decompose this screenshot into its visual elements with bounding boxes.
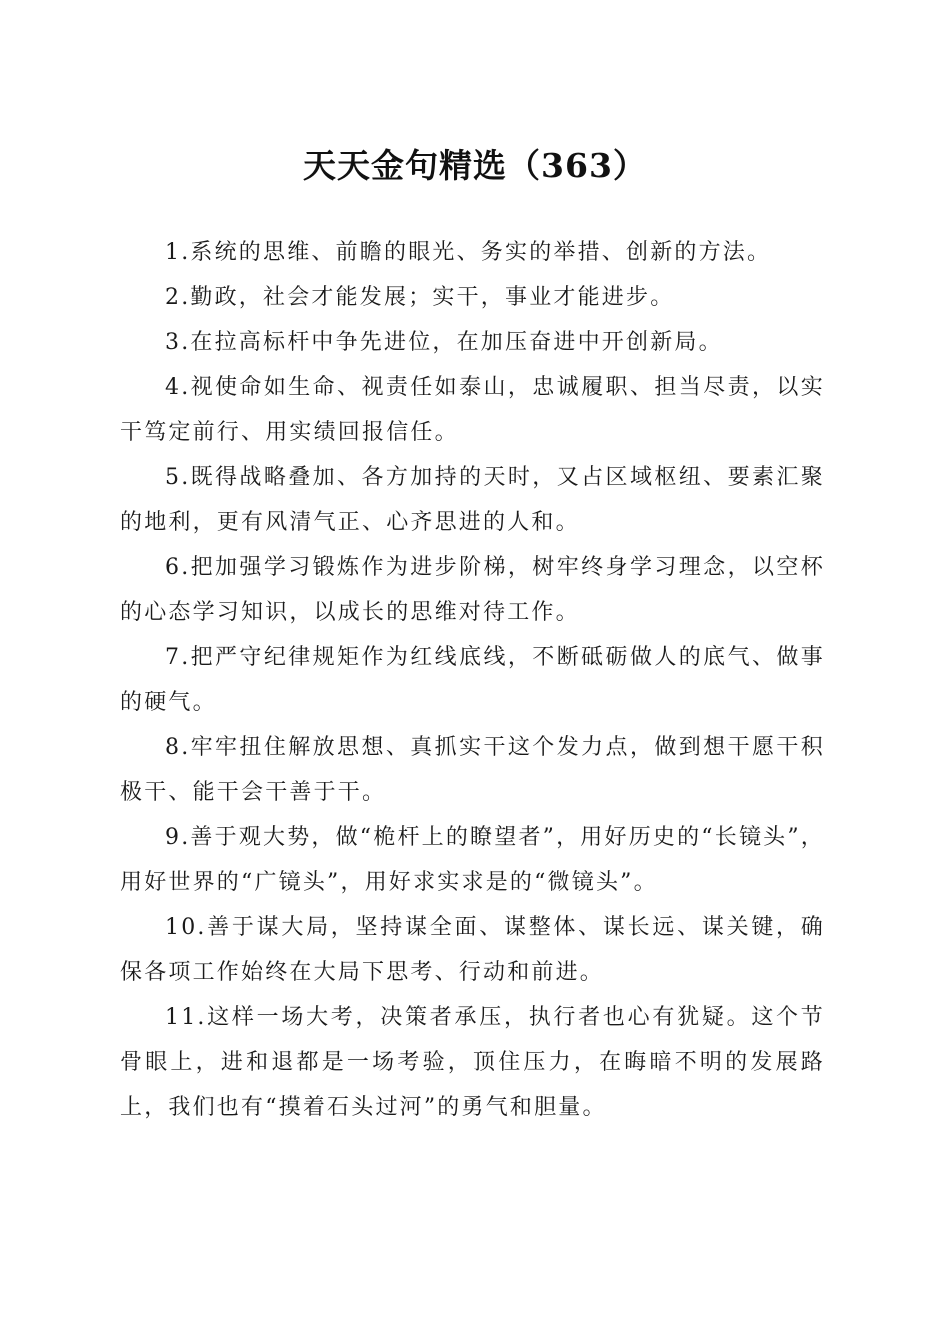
- quote-item-5: 5.既得战略叠加、各方加持的天时，又占区域枢纽、要素汇聚的地利，更有风清气正、心齐思进的人和。: [120, 465, 825, 535]
- quote-item-1: 1.系统的思维、前瞻的眼光、务实的举措、创新的方法。: [165, 240, 772, 265]
- document-body: [120, 230, 825, 1130]
- quote-item-6: 6.把加强学习锻炼作为进步阶梯，树牢终身学习理念，以空杯的心态学习知识，以成长的思维对待工作。: [120, 555, 825, 625]
- quote-item-7: 7.把严守纪律规矩作为红线底线，不断砥砺做人的底气、做事的硬气。: [120, 645, 825, 715]
- quote-item-11: 11.这样一场大考，决策者承压，执行者也心有犹疑。这个节骨眼上，进和退都是一场考验，顶住压力，在晦暗不明的发展路上，我们也有“摸着石头过河”的勇气和胆量。: [120, 1005, 825, 1120]
- quote-item-2: 2.勤政，社会才能发展；实干，事业才能进步。: [165, 285, 675, 310]
- quote-item-9: 9.善于观大势，做“桅杆上的瞭望者”，用好历史的“长镜头”，用好世界的“广镜头”，用好求实求是的“微镜头”。: [120, 825, 825, 895]
- document-title: 天天金句精选（363）: [303, 146, 647, 185]
- quote-item-4: 4.视使命如生命、视责任如泰山，忠诚履职、担当尽责，以实干笃定前行、用实绩回报信任。: [120, 375, 825, 445]
- quote-item-3: 3.在拉高标杆中争先进位，在加压奋进中开创新局。: [165, 330, 723, 355]
- quote-item-8: 8.牢牢扭住解放思想、真抓实干这个发力点，做到想干愿干积极干、能干会干善于干。: [120, 735, 825, 805]
- quote-item-10: 10.善于谋大局，坚持谋全面、谋整体、谋长远、谋关键，确保各项工作始终在大局下思考、行动和前进。: [120, 915, 825, 985]
